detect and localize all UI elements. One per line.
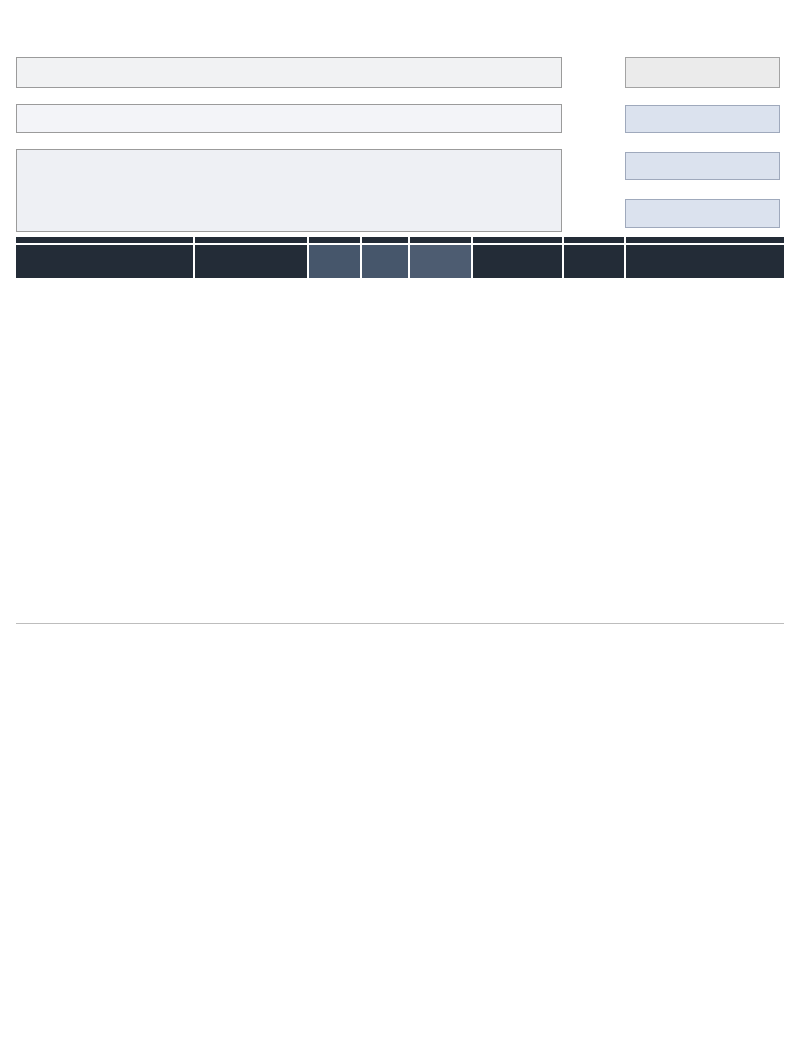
column-header-assigned-to[interactable]: [195, 245, 309, 278]
overall-progress-value[interactable]: [625, 199, 780, 228]
column-header-start-date[interactable]: [309, 245, 362, 278]
project-name-input[interactable]: [16, 57, 562, 88]
column-header-priority[interactable]: [564, 245, 626, 278]
column-header-task-name[interactable]: [16, 245, 195, 278]
table-top-strip: [16, 237, 784, 243]
column-header-comments[interactable]: [626, 245, 784, 278]
end-date-input[interactable]: [625, 152, 780, 180]
project-manager-input[interactable]: [625, 57, 780, 88]
table-bottom-border: [16, 623, 784, 624]
column-header-status[interactable]: [473, 245, 564, 278]
project-deliverable-input[interactable]: [16, 104, 562, 133]
start-date-input[interactable]: [625, 105, 780, 133]
column-header-end-date[interactable]: [362, 245, 410, 278]
table-header-row: [16, 245, 784, 278]
scope-statement-input[interactable]: [16, 149, 562, 232]
column-header-duration[interactable]: [410, 245, 473, 278]
